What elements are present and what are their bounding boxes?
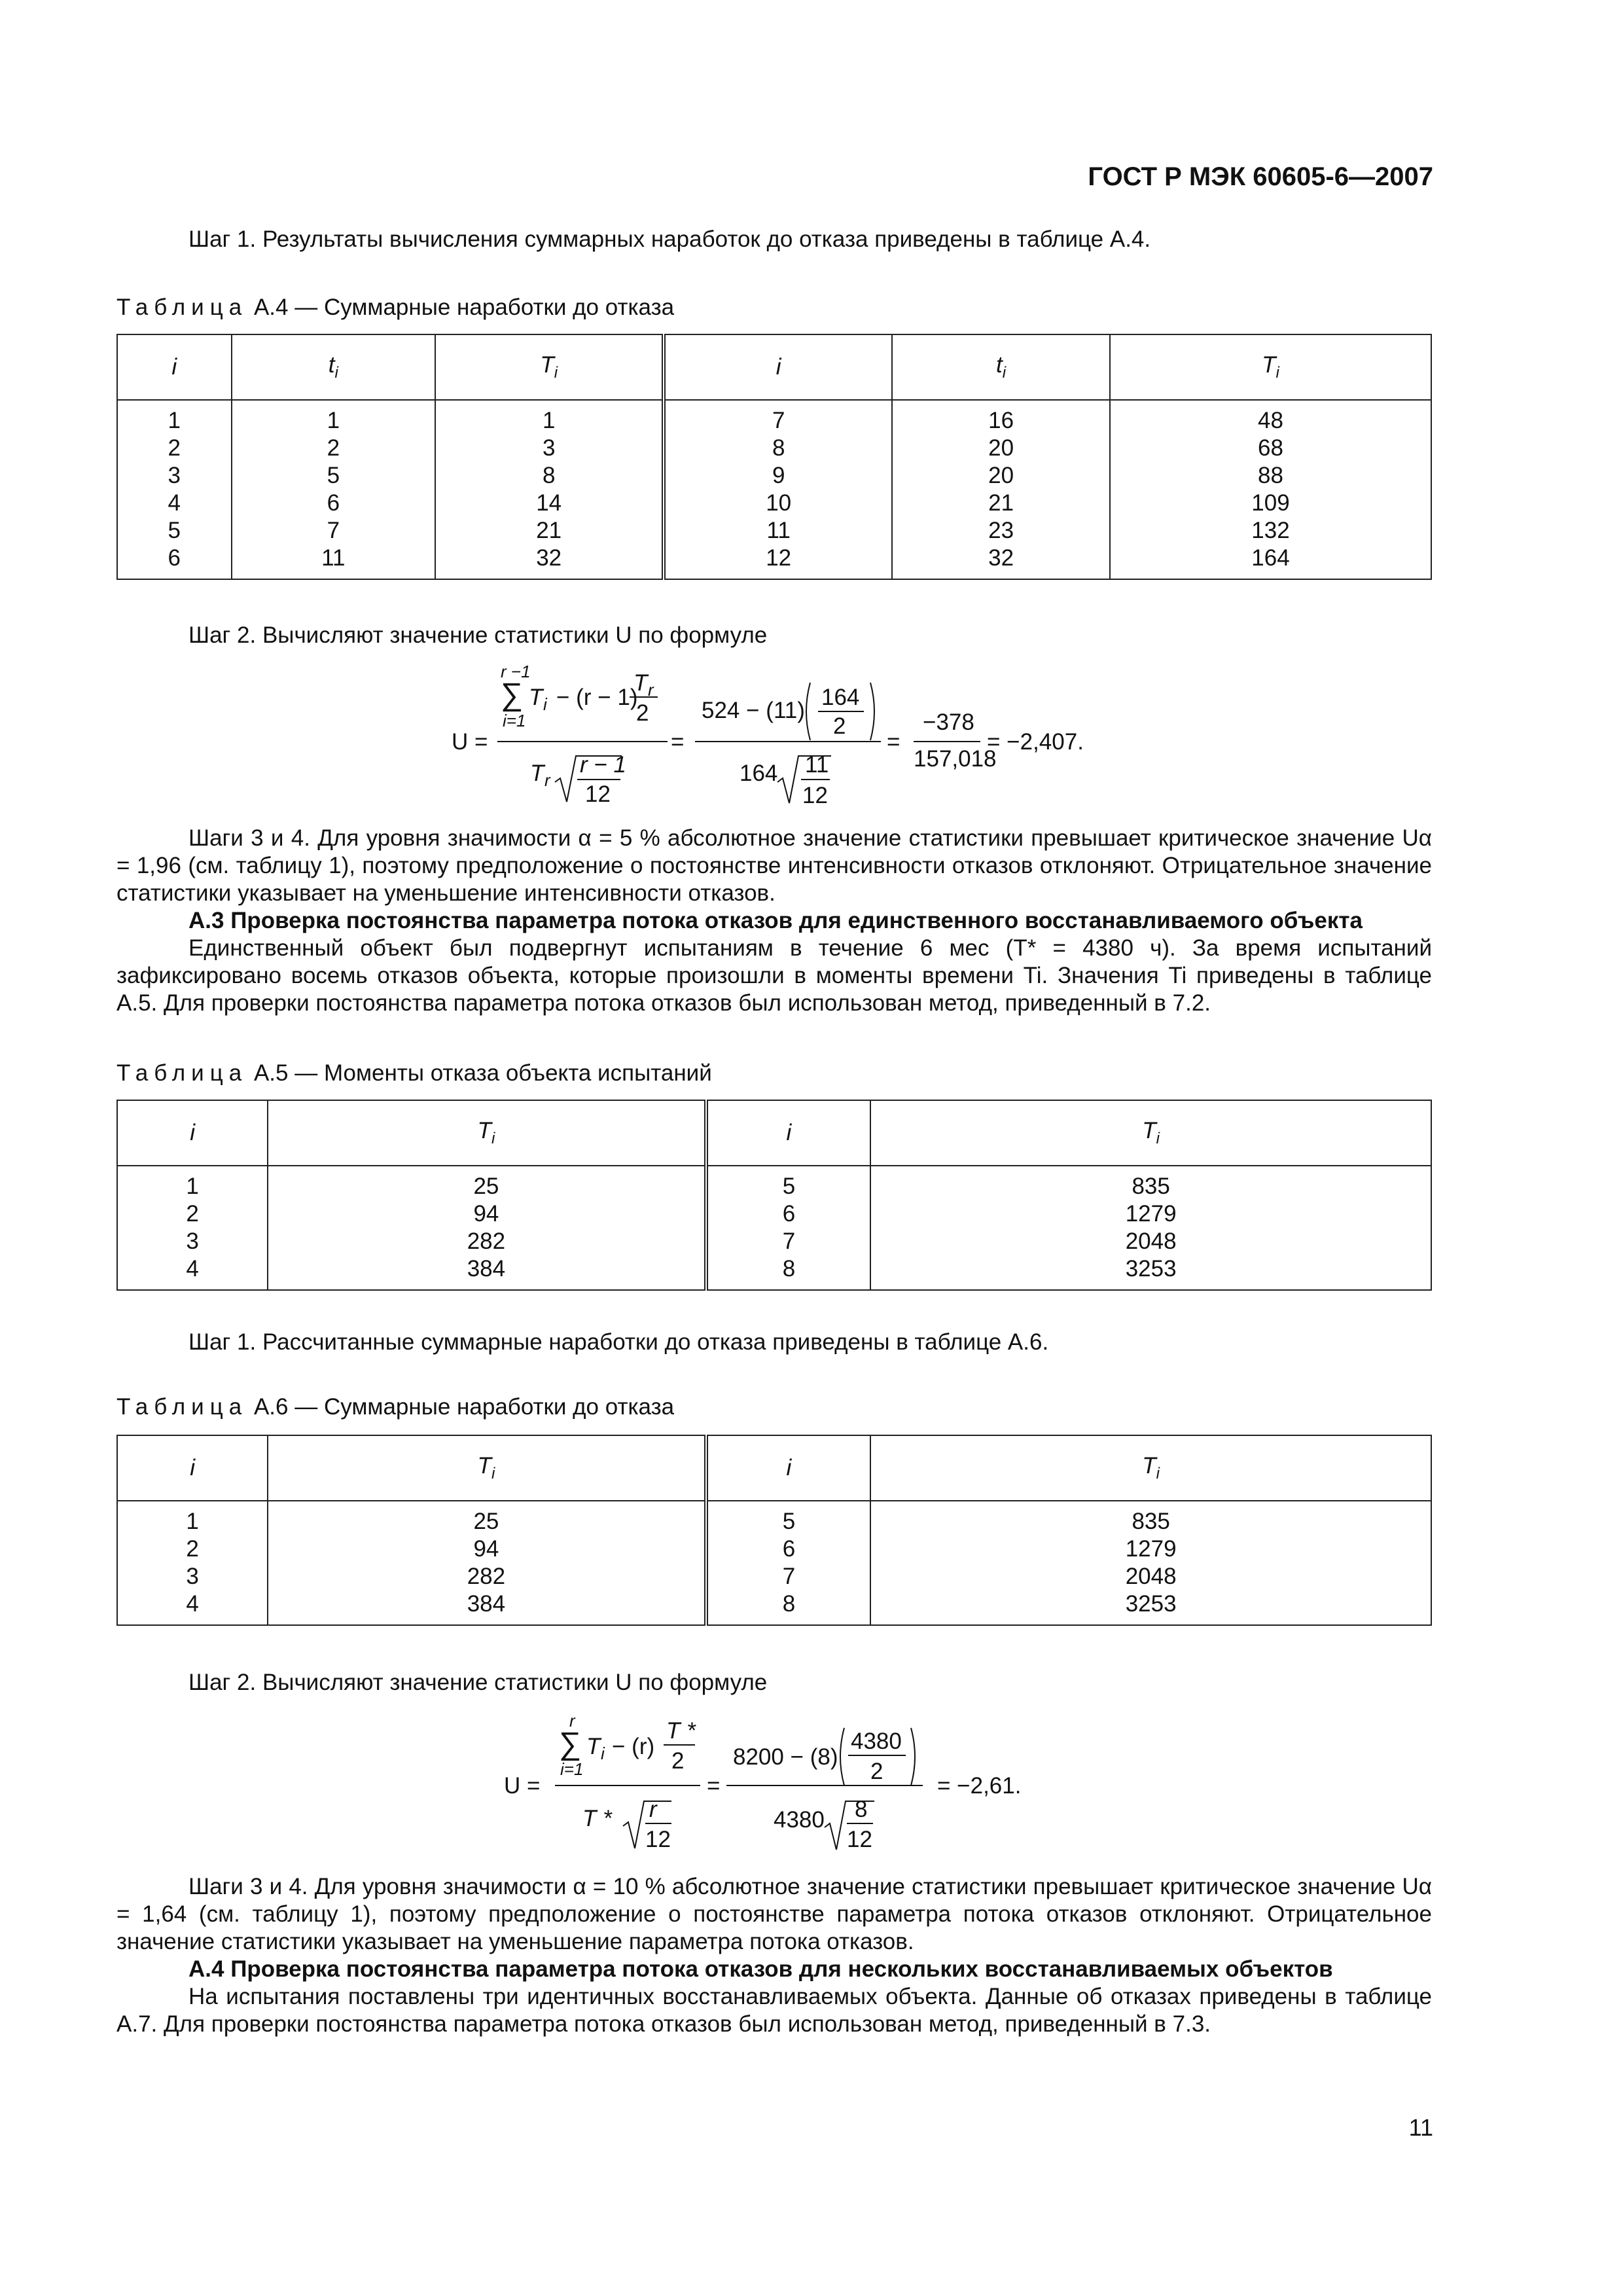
table-value: 48 — [1258, 408, 1283, 433]
step1-text: Шаг 1. Результаты вычисления суммарных наработок до отказа приведены в таблице А.4. — [188, 226, 1151, 252]
steps34-text-1: Шаги 3 и 4. Для уровня значимости α = 5 % абсолютное значение статистики превышает критическое значение Uα = 1,96 (см. таблицу 1), поэтому предположение о постоянстве интенсивности отказов отклоняют. Отрицательное значение статистики указывает на уменьшение интенсивности отказов. — [116, 825, 1432, 906]
f2-sum-sign: ∑ — [559, 1727, 582, 1761]
f2-lhs: U = — [504, 1773, 541, 1799]
f2-num-sub: i — [601, 1744, 605, 1763]
table-value: 94 — [473, 1536, 499, 1562]
table-value: 25 — [473, 1509, 499, 1534]
table-value: 2 — [186, 1201, 199, 1227]
table-value: 835 — [1132, 1509, 1170, 1534]
table-value: 3 — [542, 435, 556, 461]
f1-frac-top: T — [633, 670, 648, 696]
table-value: 282 — [467, 1564, 506, 1589]
table-column-cell — [870, 1166, 1431, 1290]
table-value: 32 — [988, 545, 1014, 571]
table-column-cell — [706, 1166, 871, 1290]
f1-den-T: T — [530, 761, 544, 786]
table-header-cell: $t_i$ — [232, 334, 436, 400]
table-value: 1279 — [1125, 1536, 1177, 1562]
table-value: 2 — [327, 435, 340, 461]
f2-mid-root-top: 8 — [855, 1797, 868, 1822]
table-value: 7 — [782, 1564, 796, 1589]
table-header-cell: $T_i$ — [870, 1435, 1431, 1501]
table-column-cell — [706, 1501, 871, 1625]
table-column-cell — [117, 1166, 268, 1290]
f1-frac-top-sub: r — [648, 680, 654, 700]
f1-frac-bottom: 2 — [636, 700, 649, 726]
f2-sum-bottom: i=1 — [560, 1759, 584, 1779]
table-row — [117, 1501, 1431, 1625]
step1b-text: Шаг 1. Рассчитанные суммарные наработки до отказа приведены в таблице А.6. — [188, 1329, 1049, 1355]
f1-mid-num: 524 − (11) — [702, 698, 805, 723]
table-value: 1 — [542, 408, 556, 433]
table-value: 2 — [168, 435, 181, 461]
table-value: 1 — [168, 408, 181, 433]
formula-1 — [452, 658, 1171, 821]
section-a3-title: А.3 Проверка постоянства параметра потока отказов для единственного восстанавливаемого объекта — [188, 908, 1363, 933]
table-a4 — [116, 334, 1432, 580]
f1-eq2: = — [887, 729, 901, 755]
table-value: 2048 — [1125, 1229, 1177, 1254]
table-header-cell: $T_i$ — [268, 1435, 705, 1501]
f1-sum-sign: ∑ — [501, 677, 524, 712]
table-a6-caption: Таблица А.6 — Суммарные наработки до отказа — [116, 1394, 675, 1420]
table-value: 8 — [782, 1591, 796, 1617]
step2-text: Шаг 2. Вычисляют значение статистики U по формуле — [188, 622, 768, 648]
f2-num-term: T — [586, 1734, 601, 1759]
table-column-cell — [117, 400, 232, 579]
f2-mid-frac-bottom: 2 — [870, 1759, 883, 1784]
table-value: 3 — [186, 1229, 199, 1254]
table-value: 14 — [536, 490, 562, 516]
f2-mid-frac-top: 4380 — [851, 1729, 902, 1754]
table-value: 8 — [782, 1256, 796, 1282]
f1-mid-frac-bottom: 2 — [833, 713, 846, 739]
table-value: 6 — [782, 1536, 796, 1562]
table-value: 132 — [1251, 518, 1290, 543]
table-value: 11 — [766, 518, 791, 543]
table-value: 5 — [782, 1174, 796, 1199]
table-value: 7 — [782, 1229, 796, 1254]
f1-mid-frac-top: 164 — [821, 685, 860, 710]
table-header-cell: i — [117, 1435, 268, 1501]
table-header-cell: $T_i$ — [870, 1100, 1431, 1166]
table-value: 11 — [321, 545, 346, 571]
table-value: 16 — [988, 408, 1014, 433]
table-a5 — [116, 1100, 1432, 1291]
f2-mid-den: 4380 — [774, 1807, 825, 1833]
table-value: 8 — [772, 435, 785, 461]
table-value: 2048 — [1125, 1564, 1177, 1589]
table-value: 109 — [1251, 490, 1290, 516]
table-value: 5 — [327, 463, 340, 488]
table-value: 3253 — [1125, 1256, 1177, 1282]
f2-frac-top: T * — [666, 1718, 696, 1744]
f2-mid-root-bottom: 12 — [847, 1827, 872, 1852]
f1-val-den: 157,018 — [914, 746, 997, 772]
table-value: 4 — [186, 1256, 199, 1282]
f2-mid-num: 8200 − (8) — [733, 1744, 838, 1770]
table-a5-caption: Таблица А.5 — Моменты отказа объекта испытаний — [116, 1060, 712, 1086]
f1-sum-top: r −1 — [501, 662, 531, 681]
f1-num-term: T — [529, 685, 543, 710]
table-value: 21 — [988, 490, 1014, 516]
table-value: 1279 — [1125, 1201, 1177, 1227]
table-header-cell: i — [706, 1435, 871, 1501]
table-value: 7 — [327, 518, 340, 543]
doc-header: ГОСТ Р МЭК 60605-6—2007 — [1088, 162, 1433, 191]
f1-num-minus: − (r − 1) — [556, 685, 638, 710]
f1-mid-root-top: 11 — [805, 752, 829, 778]
table-value: 25 — [473, 1174, 499, 1199]
table-value: 3 — [186, 1564, 199, 1589]
f1-val-num: −378 — [923, 709, 974, 735]
f2-den-root-bottom: 12 — [645, 1827, 671, 1852]
table-row — [117, 1166, 1431, 1290]
table-column-cell — [892, 400, 1110, 579]
f1-eq1: = — [671, 729, 685, 755]
table-value: 2 — [186, 1536, 199, 1562]
table-value: 164 — [1251, 545, 1290, 571]
f2-eq1: = — [707, 1773, 721, 1799]
section-a4-title: А.4 Проверка постоянства параметра потока отказов для нескольких восстанавливаемых объектов — [188, 1956, 1333, 1982]
table-column-cell — [268, 1166, 705, 1290]
table-row — [117, 400, 1431, 579]
page-number: 11 — [1408, 2114, 1433, 2141]
table-value: 88 — [1258, 463, 1283, 488]
table-header-cell: $T_i$ — [435, 334, 664, 400]
table-value: 20 — [988, 463, 1014, 488]
table-value: 21 — [536, 518, 562, 543]
f1-mid-den: 164 — [740, 761, 778, 786]
table-value: 9 — [772, 463, 785, 488]
table-a4-caption: Таблица А.4 — Суммарные наработки до отказа — [116, 295, 675, 320]
table-column-cell — [870, 1501, 1431, 1625]
table-value: 1 — [186, 1509, 199, 1534]
f1-num-sub: i — [543, 694, 547, 714]
table-value: 384 — [467, 1591, 506, 1617]
table-column-cell — [664, 400, 892, 579]
table-header-cell: i — [706, 1100, 871, 1166]
table-header-cell: i — [117, 334, 232, 400]
table-header-cell: i — [117, 1100, 268, 1166]
table-value: 20 — [988, 435, 1014, 461]
steps34-text-2: Шаги 3 и 4. Для уровня значимости α = 10 % абсолютное значение статистики превышает критическое значение Uα = 1,64 (см. таблицу 1), поэтому предположение о постоянстве параметра потока отказов отклоняют. Отрицательное значение статистики указывает на уменьшение параметра потока отказов. — [116, 1874, 1432, 1954]
f1-sum-bottom: i=1 — [503, 711, 526, 730]
section-a3-text: Единственный объект был подвергнут испытаниям в течение 6 мес (T* = 4380 ч). За время испытаний зафиксировано восемь отказов объекта, которые произошли в моменты времени Ti. Значения Ti приведены в таблице А.5. Для проверки постоянства параметра потока отказов был использован метод, приведенный в 7.2. — [116, 935, 1432, 1016]
table-value: 3 — [168, 463, 181, 488]
f1-den-root-bottom: 12 — [585, 781, 611, 807]
f1-den-root-top: r − 1 — [580, 752, 627, 778]
table-value: 10 — [766, 490, 792, 516]
f2-result: = −2,61. — [937, 1773, 1022, 1799]
table-value: 1 — [327, 408, 340, 433]
f2-sum-top: r — [569, 1711, 575, 1731]
f1-result: = −2,407. — [987, 729, 1084, 755]
formula-2 — [504, 1708, 1093, 1871]
table-column-cell — [1110, 400, 1431, 579]
table-column-cell — [435, 400, 664, 579]
table-header-cell: i — [664, 334, 892, 400]
table-column-cell — [232, 400, 436, 579]
table-value: 94 — [473, 1201, 499, 1227]
table-header-cell: $T_i$ — [1110, 334, 1431, 400]
table-value: 1 — [186, 1174, 199, 1199]
table-a6 — [116, 1435, 1432, 1626]
f1-lhs: U = — [452, 729, 488, 755]
table-value: 23 — [988, 518, 1014, 543]
table-value: 4 — [168, 490, 181, 516]
table-value: 5 — [168, 518, 181, 543]
table-value: 68 — [1258, 435, 1283, 461]
table-value: 4 — [186, 1591, 199, 1617]
step2b-text: Шаг 2. Вычисляют значение статистики U по формуле — [188, 1670, 768, 1695]
table-column-cell — [268, 1501, 705, 1625]
table-header-cell: $T_i$ — [268, 1100, 705, 1166]
table-value: 7 — [772, 408, 785, 433]
table-value: 12 — [766, 545, 792, 571]
table-value: 835 — [1132, 1174, 1170, 1199]
table-value: 6 — [168, 545, 181, 571]
table-value: 8 — [542, 463, 556, 488]
f1-den-sub: r — [544, 770, 550, 790]
f2-den-T: T * — [582, 1806, 612, 1831]
table-value: 6 — [327, 490, 340, 516]
f2-den-root-top: r — [649, 1797, 657, 1822]
f2-num-minus: − (r) — [612, 1734, 655, 1759]
table-value: 6 — [782, 1201, 796, 1227]
table-value: 384 — [467, 1256, 506, 1282]
f1-mid-root-bottom: 12 — [802, 783, 828, 808]
table-value: 32 — [536, 545, 562, 571]
table-value: 3253 — [1125, 1591, 1177, 1617]
table-value: 5 — [782, 1509, 796, 1534]
table-column-cell — [117, 1501, 268, 1625]
table-value: 282 — [467, 1229, 506, 1254]
f2-frac-bottom: 2 — [671, 1748, 685, 1774]
section-a4-text: На испытания поставлены три идентичных восстанавливаемых объекта. Данные об отказах приведены в таблице А.7. Для проверки постоянства параметра потока отказов был использован метод, приведенный в 7.3. — [116, 1984, 1432, 2037]
table-header-cell: $t_i$ — [892, 334, 1110, 400]
